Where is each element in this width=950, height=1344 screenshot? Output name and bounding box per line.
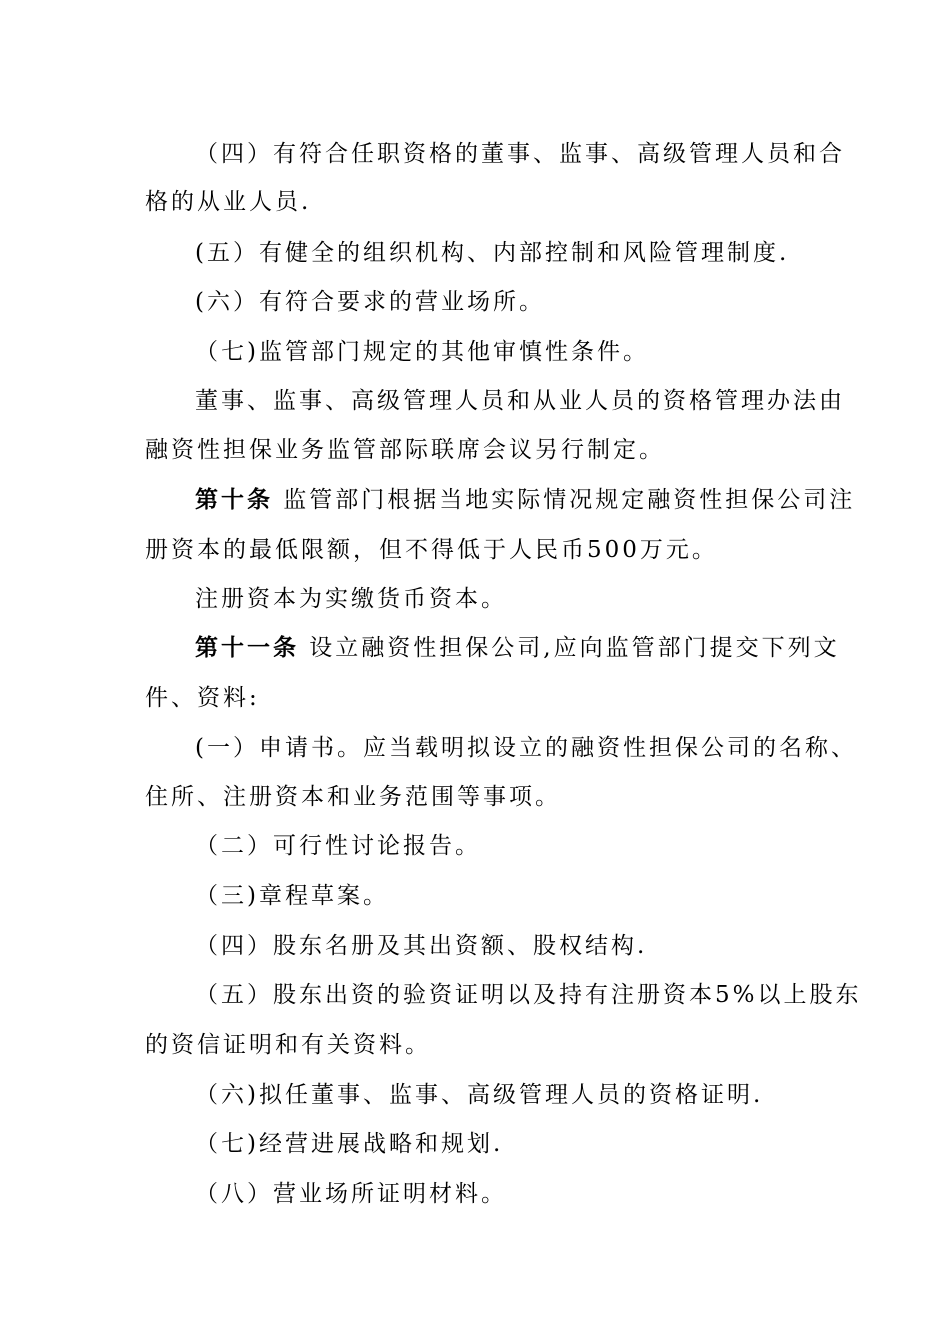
- paragraph-line: (六）有符合要求的营业场所。: [195, 289, 545, 315]
- paragraph-line: 董事、监事、高级管理人员和从业人员的资格管理办法由: [195, 388, 845, 414]
- article-10-line: [195, 485, 855, 515]
- paragraph-line: 住所、注册资本和业务范围等事项。: [145, 784, 561, 810]
- paragraph-line: （三)章程草案。: [195, 883, 389, 909]
- paragraph-line: （四）有符合任职资格的董事、监事、高级管理人员和合: [195, 141, 845, 167]
- paragraph-line: 注册资本为实缴货币资本。: [195, 586, 507, 612]
- paragraph-line: （八）营业场所证明材料。: [195, 1181, 507, 1207]
- paragraph-line: （五）股东出资的验资证明以及持有注册资本5%以上股东: [195, 982, 862, 1008]
- article-10-text: 监管部门根据当地实际情况规定融资性担保公司注: [273, 487, 856, 513]
- paragraph-line: （四）股东名册及其出资额、股权结构.: [195, 933, 648, 959]
- paragraph-line: （七)监管部门规定的其他审慎性条件。: [195, 339, 649, 365]
- paragraph-line: 融资性担保业务监管部际联席会议另行制定。: [145, 437, 665, 463]
- paragraph-line: （二）可行性讨论报告。: [195, 833, 481, 859]
- paragraph-line: (一）申请书。应当载明拟设立的融资性担保公司的名称、: [195, 735, 857, 761]
- paragraph-line: 格的从业人员.: [145, 189, 312, 215]
- article-10-continuation: 册资本的最低限额，但不得低于人民币500万元。: [145, 537, 718, 563]
- paragraph-line: 件、资料:: [145, 685, 260, 711]
- paragraph-line: 的资信证明和有关资料。: [145, 1032, 431, 1058]
- article-11-line: [195, 633, 840, 663]
- paragraph-line: （六)拟任董事、监事、高级管理人员的资格证明.: [195, 1082, 764, 1108]
- article-10-label: 第十条: [195, 487, 273, 513]
- paragraph-line: (五）有健全的组织机构、内部控制和风险管理制度.: [195, 240, 790, 266]
- article-11-label: 第十一条: [195, 635, 299, 661]
- paragraph-line: （七)经营进展战略和规划.: [195, 1131, 504, 1157]
- article-11-text: 设立融资性担保公司,应向监管部门提交下列文: [299, 635, 840, 661]
